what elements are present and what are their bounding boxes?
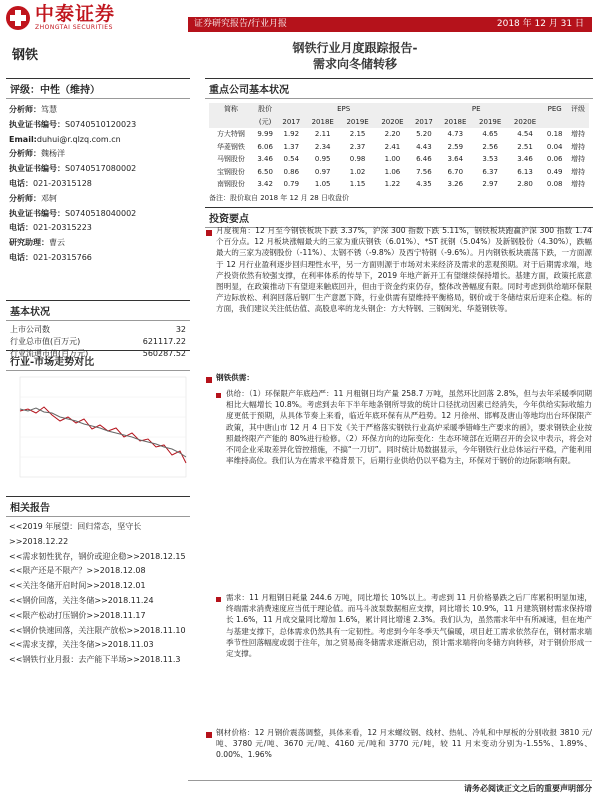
table-cell: 2.37 — [349, 142, 366, 151]
table-cell: 3.64 — [447, 155, 464, 164]
table-cell: 0.97 — [314, 167, 331, 176]
table-cell: 1.02 — [349, 167, 366, 176]
basic-info-key: 上市公司数 — [10, 325, 50, 334]
analyst-line — [6, 103, 190, 118]
analyst-value: 021-20315766 — [33, 252, 92, 262]
table-cell: 6.70 — [447, 167, 464, 176]
related-reports-title: 相关报告 — [6, 496, 190, 517]
sub-header-cell: 2017 — [277, 116, 305, 129]
table-cell: 2.80 — [517, 180, 533, 189]
demand-paragraph: 需求：11 月粗钢日耗量 244.6 万吨，同比增长 10%以上。考虑到 11 月价格暴跌之后厂库累积明显加速，终端需求消费速度应当低于理论值。而马斗波泵数据相应支撑，同比增长 10.9%，11 月建筑钢材需求保持增长 1.6%，11 月成交量同比增加 1.6%，累计同比增速 2.3%。我们认为，虽然需求年中有所减速，但在地产与基建支撑下，总体需求仍然具有一定韧性。考虑到今年冬季天气偏暖，项目赶工需求依然存在，钢材需求端季节性回落幅度或弱于往年，加之贸易商冬储需求逐渐启动，预计需求端将向冬储方向转移，对于钢价形成一定支撑。 — [226, 593, 592, 659]
related-report-link[interactable]: <<限产还是不限产？>>2018.12.08 — [9, 566, 146, 576]
rating-section — [6, 78, 190, 266]
analyst-line — [6, 251, 190, 266]
bullet-icon — [206, 732, 212, 738]
analyst-role: 执业证书编号： — [9, 208, 65, 218]
table-cell: 南钢股份 — [216, 180, 245, 189]
sub-header-cell — [567, 116, 589, 129]
supply-paragraph: 供给：（1）环保限产年底趋严：11 月粗钢日均产量 258.7 万吨，虽然环比回落 2.8%，但与去年采暖季同期相比大幅增长 10.8%。考虑到去年下半年地条钢所导致的统计口径扰动因素已经消失，今年供给实际收缩力度更低于预期，从具体节奏上来看，临近年底环保有从严趋势。12 月徐州、邯郸及唐山等地均出台环保限产政策，其中唐山市 12 月 4 日下发《关于严格落实钢铁行业高炉采暖季错峰生产要求的函》，要求钢铁企业按照最终限产产能的 80%进行检修。（2）环保方向的边际变化：生态环境部在近期召开的会议中表示，将会对不同企业采取差异化管控措施，不搞“一刀切”。同时统计局数据显示，今年钢铁行业总体运行平稳，产能利用率维持高位。我们认为在需求平稳背景下，后期行业供给仍以平稳为主，环保对于钢价的边际影响有限。 — [226, 389, 592, 466]
table-cell: 1.15 — [349, 180, 366, 189]
basic-info-key: 行业流通市值(百万元) — [10, 349, 89, 358]
table-cell: 0.98 — [349, 155, 366, 164]
analyst-value: 笃慧 — [41, 105, 57, 114]
basic-info-key: 行业总市值(百万元) — [10, 337, 81, 346]
analyst-value: 曹云 — [49, 238, 65, 248]
table-cell: 2.41 — [384, 142, 401, 151]
analyst-value: S0740510120023 — [65, 119, 137, 129]
bullet-icon — [206, 377, 212, 383]
analyst-role: 电话： — [9, 223, 33, 233]
analyst-value: 021-20315223 — [33, 223, 92, 233]
col-name: 简称 — [209, 103, 253, 116]
analyst-role: Email: — [9, 134, 37, 144]
sub-header-cell: 2018E — [438, 116, 473, 129]
table-row — [209, 141, 589, 154]
table-cell: 4.43 — [416, 142, 432, 151]
report-title: 钢铁行业月度跟踪报告- 需求向冬储转移 — [292, 41, 418, 71]
sub-header-cell: 2017 — [410, 116, 438, 129]
table-cell: 3.26 — [447, 180, 464, 189]
analyst-value: duhui@r.qlzq.com.cn — [36, 134, 121, 144]
table-cell: 1.05 — [314, 180, 331, 189]
invest-title: 投资要点 — [205, 207, 593, 228]
analyst-line — [6, 236, 190, 251]
price-paragraph: 钢材价格：12 月钢价震荡调整，具体来看，12 月末螺纹钢、线材、热轧、冷轧和中厚板的分别收报 3810 元/吨、3780 元/吨、3670 元/吨、4160 元/吨和 3770 元/吨，较 11 月末变动分别为-1.55%、1.89%、0.00%、1.96% — [216, 728, 592, 760]
basic-info-row — [6, 336, 190, 348]
report-type: 证券研究报告/行业月报 — [194, 19, 288, 29]
analyst-list — [6, 103, 190, 266]
analyst-role: 研究助理： — [9, 238, 49, 248]
table-cell: 2.59 — [447, 142, 464, 151]
table-cell: 2.51 — [517, 142, 533, 151]
table-cell: 2.11 — [314, 130, 331, 139]
table-cell: 华菱钢铁 — [216, 142, 245, 151]
sub-header-cell: 2019E — [473, 116, 508, 129]
table-cell: 0.08 — [546, 180, 563, 189]
brand-name: 中泰证券 — [35, 3, 116, 25]
table-cell: 3.42 — [257, 180, 273, 189]
table-cell: 5.20 — [416, 130, 432, 139]
related-report-link[interactable]: <<限产松动打压钢价>>2018.11.17 — [9, 610, 146, 620]
table-cell: 增持 — [570, 180, 585, 189]
table-cell: 3.46 — [257, 155, 273, 164]
analyst-value: 魏杨洋 — [41, 149, 65, 159]
companies-section — [205, 78, 593, 203]
table-cell: 1.00 — [384, 155, 401, 164]
table-cell: 0.86 — [283, 167, 300, 176]
sub-header-cell — [209, 116, 253, 129]
col-peg: PEG — [542, 103, 566, 116]
sub-header-cell: 2020E — [375, 116, 410, 129]
trend-title: 行业-市场走势对比 — [6, 350, 190, 371]
col-eps: EPS — [277, 103, 410, 116]
analyst-role: 电话： — [9, 178, 33, 188]
table-cell: 1.92 — [283, 130, 300, 139]
monthly-view-paragraph: 月度视角：12 月至今钢铁板块下跌 3.37%，沪深 300 指数下跌 5.11%，钢铁板块跑赢沪深 300 指数 1.74 个百分点。12 月板块涨幅最大的三家为重庆钢铁（6.01%）、*ST 抚钢（5.04%）及新钢股份（4.30%），跌幅最大的三家为凌钢股份（-11%）、太钢不锈（-9.8%）及西宁特钢（-9.6%）。月内钢铁板块震荡下跌，一方面源于 12 月行业盈利逐步回归理性水平，另一方面则源于市场对未来经济及需求的悲观预期。对于后期需求端，地产投资依然有较强支撑，在利率体系的传导下，2019 年地产新开工有望继续保持增长。基建方面，政策托底意图明显，在政策推动下有望迎来触底回升，但由于资金约束仍存，整体改善幅度有限。同时考虑到供给端环保限产边际放松、利润回落后钢厂生产意愿下降，行业供需有望维持平衡格局，钢价或于冬储结束后迎来企稳。标的方面，我们建议关注低估值、高股息率的龙头钢企：方大特钢、三钢闽光、华菱钢铁等。 — [216, 226, 592, 314]
bullet-icon — [216, 393, 221, 398]
table-cell: 1.06 — [384, 167, 401, 176]
table-cell: 增持 — [570, 130, 585, 139]
companies-table — [209, 103, 589, 191]
table-cell: 4.65 — [482, 130, 498, 139]
analyst-role: 分析师： — [9, 105, 41, 114]
analyst-role: 分析师： — [9, 193, 41, 203]
analyst-line — [6, 221, 190, 236]
table-cell: 6.06 — [257, 142, 273, 151]
analyst-line — [6, 192, 190, 207]
table-row — [209, 153, 589, 166]
sub-header-cell: 2019E — [340, 116, 375, 129]
sub-header-cell: (元) — [253, 116, 277, 129]
table-cell: 2.20 — [384, 130, 401, 139]
table-cell: 2.97 — [482, 180, 498, 189]
table-cell: 增持 — [570, 167, 585, 176]
analyst-role: 执业证书编号： — [9, 164, 65, 174]
table-cell: 0.95 — [314, 155, 331, 164]
analyst-line — [6, 207, 190, 222]
sub-header-cell: 2020E — [508, 116, 543, 129]
sub-header-cell: 2018E — [305, 116, 340, 129]
table-cell: 7.56 — [416, 167, 432, 176]
table-cell: 方大特钢 — [216, 130, 245, 139]
related-report-link[interactable]: <<钢价回落，关注冬储>>2018.11.24 — [9, 595, 154, 605]
related-report-link[interactable]: <<钢价快速回落，关注限产放松>>2018.11.10 — [9, 625, 186, 635]
analyst-value: 021-20315128 — [33, 178, 92, 188]
related-report-link[interactable]: <<钢铁行业月报：去产能下半场>>2018.11.3 — [9, 655, 181, 665]
companies-title: 重点公司基本状况 — [205, 78, 593, 99]
logo-icon — [6, 6, 30, 30]
header-bar — [188, 17, 592, 32]
table-cell: 3.46 — [517, 155, 533, 164]
col-rating: 评级 — [567, 103, 589, 116]
table-cell: 1.22 — [384, 180, 401, 189]
analyst-value: S0740517080002 — [65, 164, 137, 174]
table-cell: 2.56 — [482, 142, 498, 151]
analyst-role: 分析师： — [9, 149, 41, 159]
table-cell: 0.04 — [546, 142, 563, 151]
footer-disclaimer: 请务必阅读正文之后的重要声明部分 — [464, 784, 592, 793]
table-row — [209, 128, 589, 141]
bullet-icon — [206, 230, 212, 236]
analyst-value: S0740518040002 — [65, 208, 137, 218]
brand-logo — [6, 4, 115, 31]
table-cell: 3.53 — [482, 155, 498, 164]
table-cell: 4.54 — [517, 130, 533, 139]
related-report-link[interactable]: <<2019 年展望：回归常态，坚守长>>2018.12.22 — [9, 522, 142, 546]
sub-header-cell — [542, 116, 566, 129]
trend-chart — [6, 371, 190, 489]
table-cell: 0.79 — [283, 180, 300, 189]
industry-label: 钢铁 — [12, 48, 39, 63]
table-cell: 6.13 — [517, 167, 533, 176]
table-row — [209, 178, 589, 191]
analyst-line — [6, 118, 190, 133]
table-cell: 2.15 — [349, 130, 366, 139]
related-report-link[interactable]: <<关注冬储开启时间>>2018.12.01 — [9, 581, 146, 591]
related-report-link[interactable]: <<需求支撑，关注冬储>>2018.11.03 — [9, 640, 154, 650]
table-cell: 0.18 — [546, 130, 563, 139]
bullet-icon — [216, 597, 221, 602]
table-cell: 增持 — [570, 142, 585, 151]
analyst-line — [6, 147, 190, 162]
price-note: 备注：股价取自 2018 年 12 月 28 日收盘价 — [209, 193, 349, 202]
table-cell: 6.50 — [257, 167, 273, 176]
table-cell: 6.37 — [482, 167, 498, 176]
col-price: 股价 — [253, 103, 277, 116]
analyst-line — [6, 162, 190, 177]
analyst-role: 执业证书编号： — [9, 119, 65, 129]
table-cell: 2.34 — [314, 142, 331, 151]
table-cell: 马钢股份 — [216, 155, 245, 164]
table-cell: 增持 — [570, 155, 585, 164]
table-cell: 0.54 — [283, 155, 300, 164]
basic-info-value: 560287.52 — [142, 349, 186, 358]
analyst-value: 邓轲 — [41, 193, 57, 203]
analyst-line — [6, 177, 190, 192]
related-report-link[interactable]: <<需求韧性犹存，钢价或迎企稳>>2018.12.15 — [9, 551, 186, 561]
table-cell: 宝钢股份 — [216, 167, 245, 176]
table-cell: 4.73 — [447, 130, 464, 139]
supply-demand-heading: 钢铁供需： — [216, 373, 254, 382]
analyst-role: 电话： — [9, 252, 33, 262]
trend-section — [6, 350, 190, 489]
basic-info-value: 32 — [175, 325, 186, 334]
basic-info-title: 基本状况 — [6, 300, 190, 321]
report-date: 2018 年 12 月 31 日 — [496, 19, 584, 29]
related-reports-section — [6, 496, 190, 668]
rating-label: 评级：中性（维持） — [6, 78, 190, 99]
table-cell: 1.37 — [283, 142, 300, 151]
table-cell: 9.99 — [257, 130, 273, 139]
table-cell: 6.46 — [416, 155, 432, 164]
col-pe: PE — [410, 103, 543, 116]
brand-name-en: ZHONGTAI SECURITIES — [35, 24, 113, 31]
table-cell: 4.35 — [416, 180, 432, 189]
table-cell: 0.06 — [546, 155, 563, 164]
table-row — [209, 166, 589, 179]
basic-info-row — [6, 324, 190, 336]
basic-info-value: 621117.22 — [142, 337, 186, 346]
table-cell: 0.49 — [546, 167, 563, 176]
analyst-line — [6, 133, 190, 148]
